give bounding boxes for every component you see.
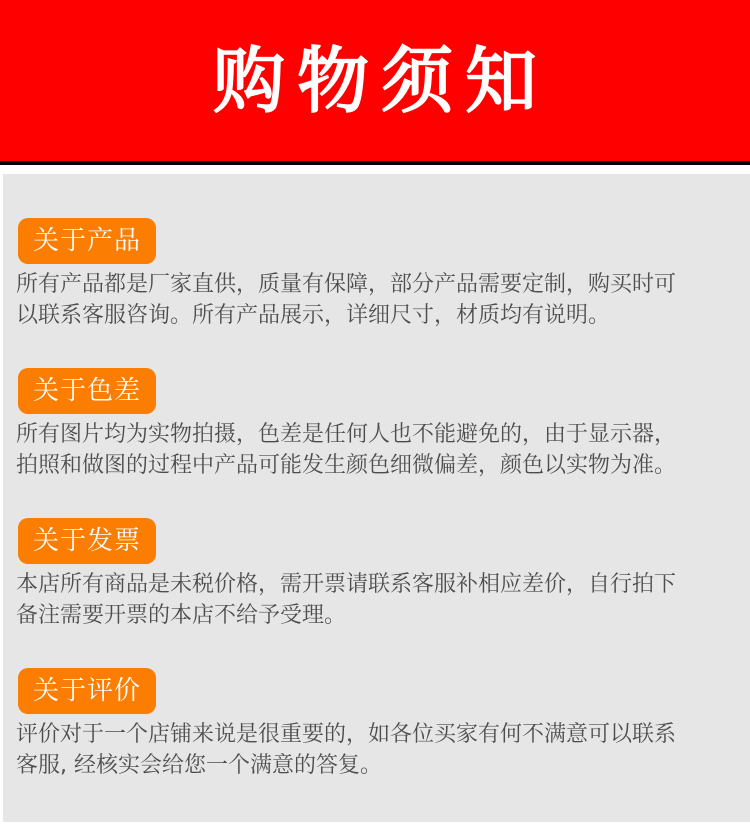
section-body-review: 评价对于一个店铺来说是很重要的，如各位买家有何不满意可以联系客服, 经核实会给您一个满意的答复。	[16, 722, 677, 778]
section-badge-color-difference: 关于色差	[18, 368, 156, 414]
section-color-difference	[3, 368, 750, 518]
section-body-invoice: 本店所有商品是未税价格，需开票请联系客服补相应差价，自行拍下备注需要开票的本店不给予受理。	[16, 572, 677, 628]
white-gap	[0, 165, 750, 174]
section-badge-product: 关于产品	[18, 218, 156, 264]
page-title: 购物须知	[212, 38, 549, 123]
header-banner	[0, 0, 750, 161]
section-body-product: 所有产品都是厂家直供，质量有保障，部分产品需要定制，购买时可以联系客服咨询。所有产品展示，详细尺寸，材质均有说明。	[16, 272, 677, 328]
section-invoice	[3, 518, 750, 668]
section-badge-review: 关于评价	[18, 668, 156, 714]
notice-content	[3, 174, 750, 822]
section-badge-invoice: 关于发票	[18, 518, 156, 564]
section-body-color-difference: 所有图片均为实物拍摄，色差是任何人也不能避免的，由于显示器，拍照和做图的过程中产品可能发生颜色细微偏差，颜色以实物为准。	[16, 422, 677, 478]
section-product	[3, 218, 750, 368]
section-review	[3, 668, 750, 818]
